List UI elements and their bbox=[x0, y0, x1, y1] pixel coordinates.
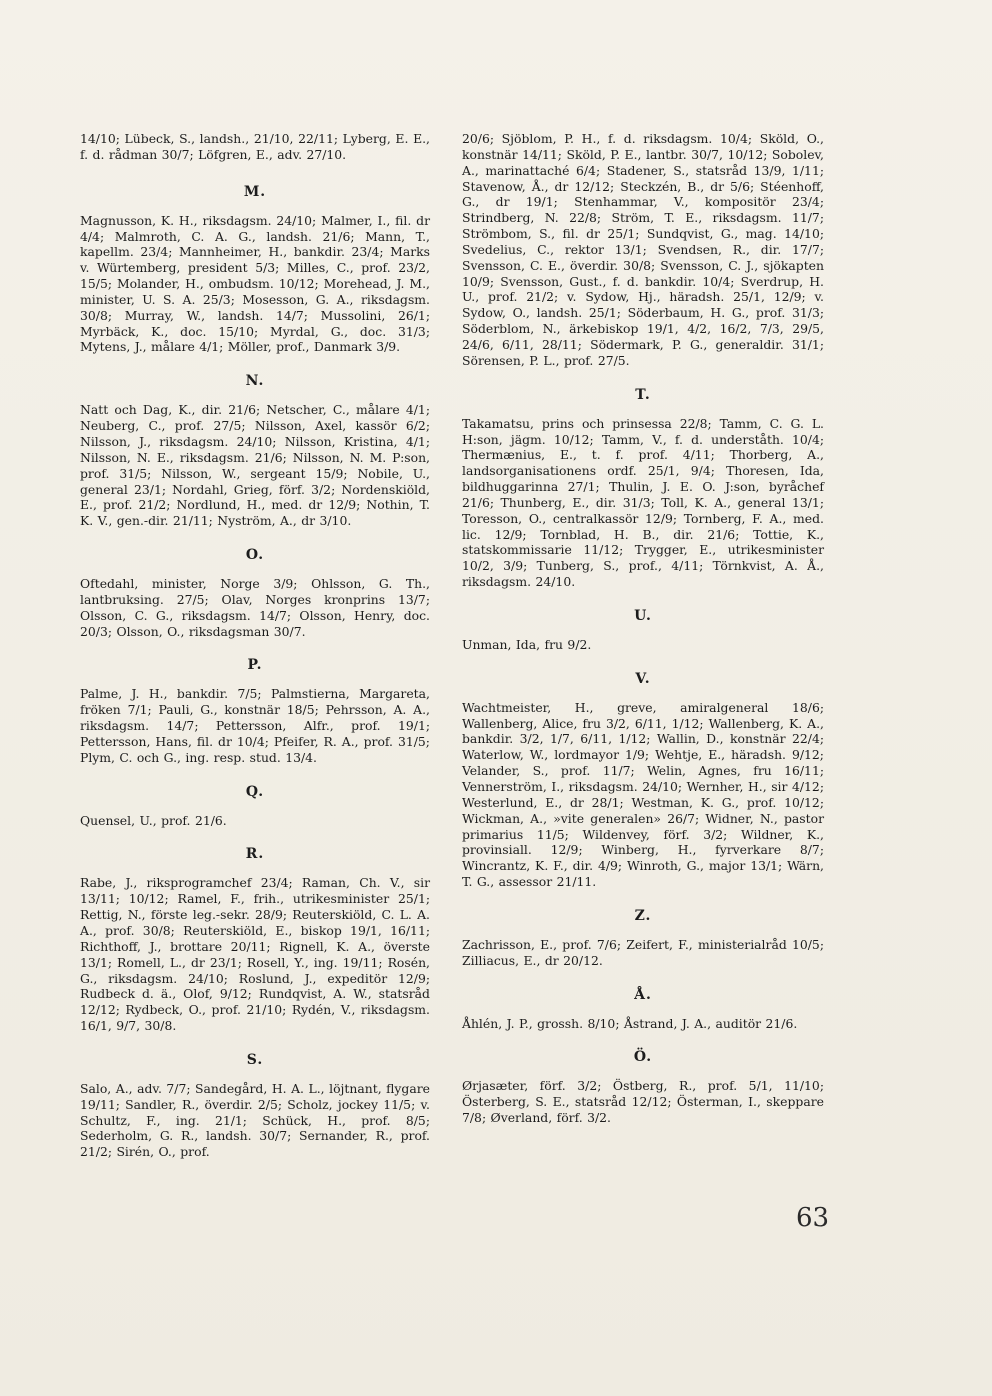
left-column bbox=[80, 131, 430, 1160]
heading-m: M. bbox=[243, 183, 267, 200]
page-number: 63 bbox=[796, 1203, 830, 1233]
heading-q: Q. bbox=[245, 783, 265, 800]
index-entries-m: Magnusson, K. H., riksdagsm. 24/10; Malmer, I., fil. dr 4/4; Malmroth, C. A. G., landsh. 21/6; Mann, T., kapellm. 23/4; Mannheimer, H., bankdir. 23/4; Marks v. Würtemberg, president 5/3; Milles, C., prof. 23/2, 15/5; Molander, H., ombudsm. 10/12; Morehead, J. M., minister, U. S. A. 25/3; Mosesson, G. A., riksdagsm. 30/8; Murray, W., landsh. 14/7; Mussolini, 26/1; Myrbäck, K., doc. 15/10; Myrdal, G., doc. 31/3; Mytens, J., målare 4/1; Möller, prof., Danmark 3/9. bbox=[80, 212, 430, 355]
index-entries-u: Unman, Ida, fru 9/2. bbox=[462, 636, 592, 652]
heading-o: O. bbox=[245, 547, 265, 564]
index-entries-o: Oftedahl, minister, Norge 3/9; Ohlsson, G. Th., lantbruksing. 27/5; Olav, Norges kronprins 13/7; Olsson, C. G., riksdagsm. 14/7; Olsson, Henry, doc. 20/3; Olsson, O., riksdagsman 30/7. bbox=[80, 576, 430, 639]
heading-n: N. bbox=[245, 373, 265, 390]
heading-a-ring: Å. bbox=[634, 986, 652, 1003]
heading-p: P. bbox=[247, 657, 263, 674]
index-entries-v: Wachtmeister, H., greve, amiralgeneral 18/6; Wallenberg, Alice, fru 3/2, 6/11, 1/12; Wallenberg, K. A., bankdir. 3/2, 1/7, 6/11, 1/12; Wallin, D., konstnär 22/4; Waterlow, W., lordmayor 1/9; Wehtje, E., häradsh. 9/12; Velander, S., prof. 11/7; Welin, Agnes, fru 16/11; Vennerström, I., riksdagsm. 24/10; Wernher, H., sir 4/12; Westerlund, E., dr 28/1; Westman, K. G., prof. 10/12; Wickman, A., »vite generalen» 26/7; Widner, N., pastor primarius 11/5; Wildenvey, förf. 3/2; Wildner, K., provinsiall. 12/9; Winberg, H., fyrverkare 8/7; Wincrantz, K. F., dir. 4/9; Winroth, G., major 13/1; Wärn, T. G., assessor 21/11. bbox=[462, 699, 824, 890]
heading-z: Z. bbox=[634, 907, 652, 924]
index-entries-z: Zachrisson, E., prof. 7/6; Zeifert, F., ministerialråd 10/5; Zilliacus, E., dr 20/12. bbox=[462, 936, 824, 968]
index-entries-r: Rabe, J., riksprogramchef 23/4; Raman, Ch. V., sir 13/11; 10/12; Ramel, F., frih., utrikesminister 25/1; Rettig, N., förste leg.-sekr. 28/9; Reuterskiöld, C. L. A. A., prof. 30/8; Reuterskiöld, E., biskop 19/1, 16/11; Richthoff, J., brottare 20/11; Rignell, K. A., överste 13/1; Romell, L., dr 23/1; Rosell, Y., ing. 19/11; Rosén, G., riksdagsm. 24/10; Roslund, J., expeditör 12/9; Rudbeck d. ä., Olof, 9/12; Rundqvist, A. W., statsråd 12/12; Rydbeck, O., prof. 21/10; Rydén, V., riksdagsm. 16/1, 9/7, 30/8. bbox=[80, 875, 430, 1034]
heading-u: U. bbox=[634, 607, 652, 624]
heading-v: V. bbox=[635, 670, 651, 687]
heading-t: T. bbox=[635, 386, 651, 403]
index-entries-t: Takamatsu, prins och prinsessa 22/8; Tamm, C. G. L. H:son, jägm. 10/12; Tamm, V., f. d. underståth. 10/4; Thermænius, E., t. f. prof. 4/11; Thorberg, A., landsorganisationens ordf. 25/1, 9/4; Thoresen, Ida, bildhuggarinna 27/1; Thulin, J. E. O. J:son, byråchef 21/6; Thunberg, E., dir. 31/3; Toll, K. A., general 13/1; Toresson, O., centralkassör 12/9; Tornberg, F. A., med. lic. 12/9; Tornblad, H. B., dir. 21/6; Tottie, K., statskommissarie 11/12; Trygger, E., utrikesminister 10/2, 3/9; Tunberg, S., prof., 4/11; Törnkvist, A. Å., riksdagsm. 24/10. bbox=[462, 415, 824, 590]
left-intro-text: 14/10; Lübeck, S., landsh., 21/10, 22/11; Lyberg, E. E., f. d. rådman 30/7; Löfgren, E., adv. 27/10. bbox=[80, 131, 430, 162]
index-entries-s: Salo, A., adv. 7/7; Sandegård, H. A. L., löjtnant, flygare 19/11; Sandler, R., överdir. 2/5; Scholz, jockey 11/5; v. Schultz, F., ing. 21/1; Schück, H., prof. 8/5; Sederholm, G. R., landsh. 30/7; Sernander, R., prof. 21/2; Sirén, O., prof. bbox=[80, 1080, 430, 1160]
heading-o-umlaut: Ö. bbox=[633, 1049, 653, 1066]
index-entries-a-ring: Åhlén, J. P., grossh. 8/10; Åstrand, J. A., auditör 21/6. bbox=[462, 1015, 798, 1031]
index-entries-q: Quensel, U., prof. 21/6. bbox=[80, 812, 227, 828]
index-entries-p: Palme, J. H., bankdir. 7/5; Palmstierna, Margareta, fröken 7/1; Pauli, G., konstnär 18/5; Pehrsson, A. A., riksdagsm. 14/7; Pettersson, Alfr., prof. 19/1; Pettersson, Hans, fil. dr 10/4; Pfeifer, R. A., prof. 31/5; Plym, C. och G., ing. resp. stud. 13/4. bbox=[80, 686, 430, 765]
index-entries-n: Natt och Dag, K., dir. 21/6; Netscher, C., målare 4/1; Neuberg, C., prof. 27/5; Nilsson, Axel, kassör 6/2; Nilsson, J., riksdagsm. 24/10; Nilsson, Kristina, 4/1; Nilsson, N. E., riksdagsm. 21/6; Nilsson, N. M. P:son, prof. 31/5; Nilsson, W., sergeant 15/9; Nobile, U., general 23/1; Nordahl, Grieg, förf. 3/2; Nordenskiöld, E., prof. 21/2; Nordlund, H., med. dr 12/9; Nothin, T. K. V., gen.-dir. 21/11; Nyström, A., dr 3/10. bbox=[80, 402, 430, 529]
right-column bbox=[462, 131, 824, 1126]
index-entries-o-umlaut: Ørjasæter, förf. 3/2; Östberg, R., prof. 5/1, 11/10; Österberg, S. E., statsråd 12/12; Österman, I., skeppare 7/8; Øverland, förf. 3/2. bbox=[462, 1078, 824, 1126]
heading-s: S. bbox=[246, 1051, 264, 1068]
right-intro-text: 20/6; Sjöblom, P. H., f. d. riksdagsm. 10/4; Sköld, O., konstnär 14/11; Sköld, P. E., lantbr. 30/7, 10/12; Sobolev, A., marinattaché 6/4; Stadener, S., statsråd 13/9, 1/11; Stavenow, Å., dr 12/12; Steckzén, B., dr 5/6; Stéenhoff, G., dr 19/1; Stenhammar, V., kompositör 23/4; Strindberg, N. 22/8; Ström, T. E., riksdagsm. 11/7; Strömbom, S., fil. dr 25/1; Sundqvist, G., mag. 14/10; Svedelius, C., rektor 13/1; Svendsen, R., dir. 17/7; Svensson, C. E., överdir. 30/8; Svensson, C. J., sjökapten 10/9; Svensson, Gust., f. d. bankdir. 10/4; Sverdrup, H. U., prof. 21/2; v. Sydow, Hj., häradsh. 25/1, 12/9; v. Sydow, O., landsh. 25/1; Söderbaum, H. G., prof. 31/3; Söderblom, N., ärkebiskop 19/1, 4/2, 16/2, 7/3, 29/5, 24/6, 6/11, 28/11; Södermark, P. G., generaldir. 31/1; Sörensen, P. L., prof. 27/5. bbox=[462, 131, 824, 368]
heading-r: R. bbox=[245, 846, 265, 863]
